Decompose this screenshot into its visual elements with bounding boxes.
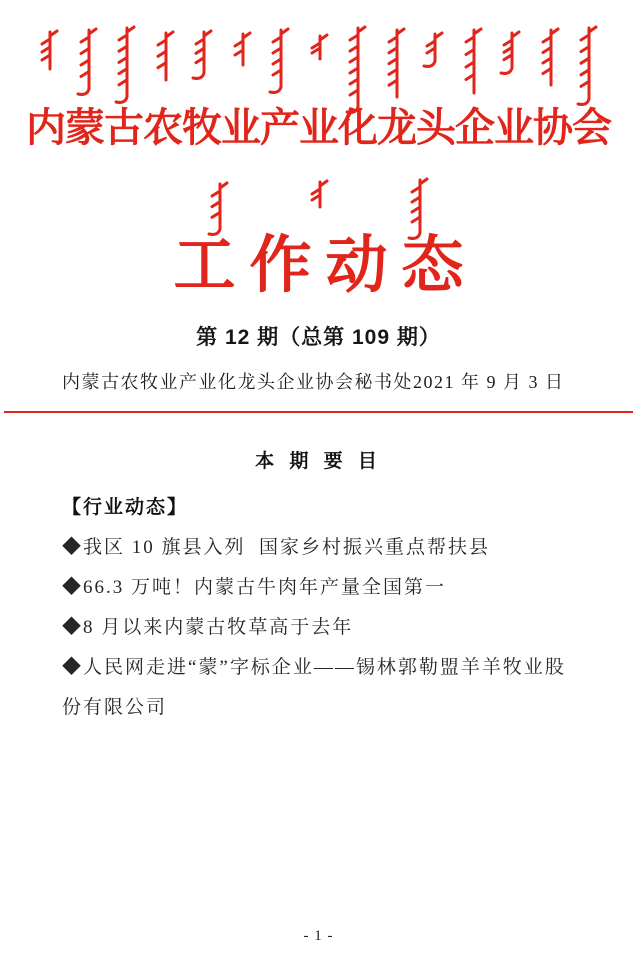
mongolian-glyph xyxy=(344,25,370,117)
page-number: - 1 - xyxy=(303,928,334,944)
mongolian-glyph xyxy=(383,27,409,107)
bulletin-title: 工作动态 xyxy=(173,232,478,300)
mongolian-script-banner xyxy=(36,25,601,101)
mongolian-glyph xyxy=(36,29,62,79)
mongolian-glyph xyxy=(575,25,601,109)
mongolian-glyph xyxy=(267,27,293,97)
mongolian-glyph xyxy=(113,25,139,107)
toc-item: ◆66.3 万吨！内蒙古牛肉年产量全国第一 xyxy=(62,577,447,598)
mongolian-glyph xyxy=(206,181,232,239)
mongolian-glyph xyxy=(152,30,178,90)
issue-date: 2021 年 9 月 3 日 xyxy=(413,372,565,392)
mongolian-glyph xyxy=(190,29,216,83)
mongolian-glyph xyxy=(306,33,332,69)
toc-list xyxy=(62,488,579,728)
org-name-title: 内蒙古农牧业产业化龙头企业协会 xyxy=(26,105,611,150)
mongolian-glyph xyxy=(421,31,447,71)
toc-section-label: 【行业动态】 xyxy=(62,497,189,518)
publisher-row xyxy=(62,368,565,394)
toc-item: ◆人民网走进“蒙”字标企业——锡林郭勒盟羊羊牧业股份有限公司 xyxy=(62,657,566,718)
publisher-name: 内蒙古农牧业产业化龙头企业协会秘书处 xyxy=(62,372,413,392)
toc-item: ◆8 月以来内蒙古牧草高于去年 xyxy=(62,617,354,638)
mongolian-glyph xyxy=(229,31,255,75)
mongolian-glyph xyxy=(306,179,332,217)
toc-heading: 本 期 要 目 xyxy=(255,451,382,472)
issue-number-line: 第 12 期（总第 109 期） xyxy=(196,326,441,349)
toc-item: ◆我区 10 旗县入列 国家乡村振兴重点帮扶县 xyxy=(62,537,491,558)
red-divider-line xyxy=(4,411,633,413)
mongolian-glyph xyxy=(75,27,101,99)
mongolian-glyph xyxy=(460,27,486,103)
mongolian-script-subtitle xyxy=(0,177,637,231)
mongolian-glyph xyxy=(537,27,563,95)
mongolian-glyph xyxy=(498,30,524,78)
